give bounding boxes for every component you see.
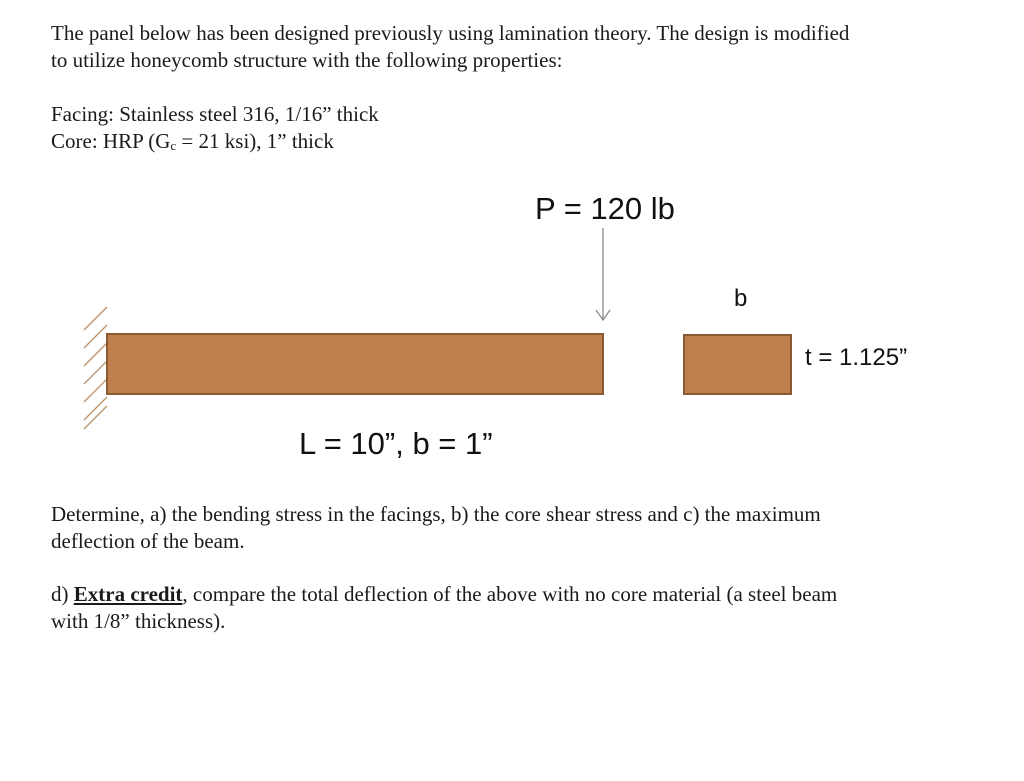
core-spec-suffix: = 21 ksi), 1” thick [176,129,334,153]
extra-line-2: with 1/8” thickness). [51,609,226,633]
intro-line-2: to utilize honeycomb structure with the following properties: [51,48,563,72]
question-line-1: Determine, a) the bending stress in the facings, b) the core shear stress and c) the maximum [51,502,821,526]
load-label: P = 120 lb [535,191,675,226]
extra-credit-emphasis: Extra credit [73,582,183,606]
fixed-wall-hatch [84,307,107,429]
load-arrow [596,228,610,320]
intro-line-1: The panel below has been designed previously using lamination theory. The design is modified [51,21,850,45]
beam [107,334,603,394]
question-paragraph [51,501,971,555]
extra-line-1-rest: , compare the total deflection of the above with no core material (a steel beam [182,582,838,606]
core-spec-subscript: c [170,138,177,153]
width-label: b [734,285,748,312]
thickness-label: t = 1.125” [805,344,908,371]
extra-line-1 [51,581,971,608]
question-line-2: deflection of the beam. [51,529,245,553]
dimensions-label: L = 10”, b = 1” [299,426,493,461]
extra-prefix: d) [51,582,74,606]
extra-credit-paragraph [51,581,971,635]
cross-section [684,335,791,394]
core-spec-prefix: Core: HRP (G [51,129,171,153]
facing-spec: Facing: Stainless steel 316, 1/16” thick [51,102,379,126]
